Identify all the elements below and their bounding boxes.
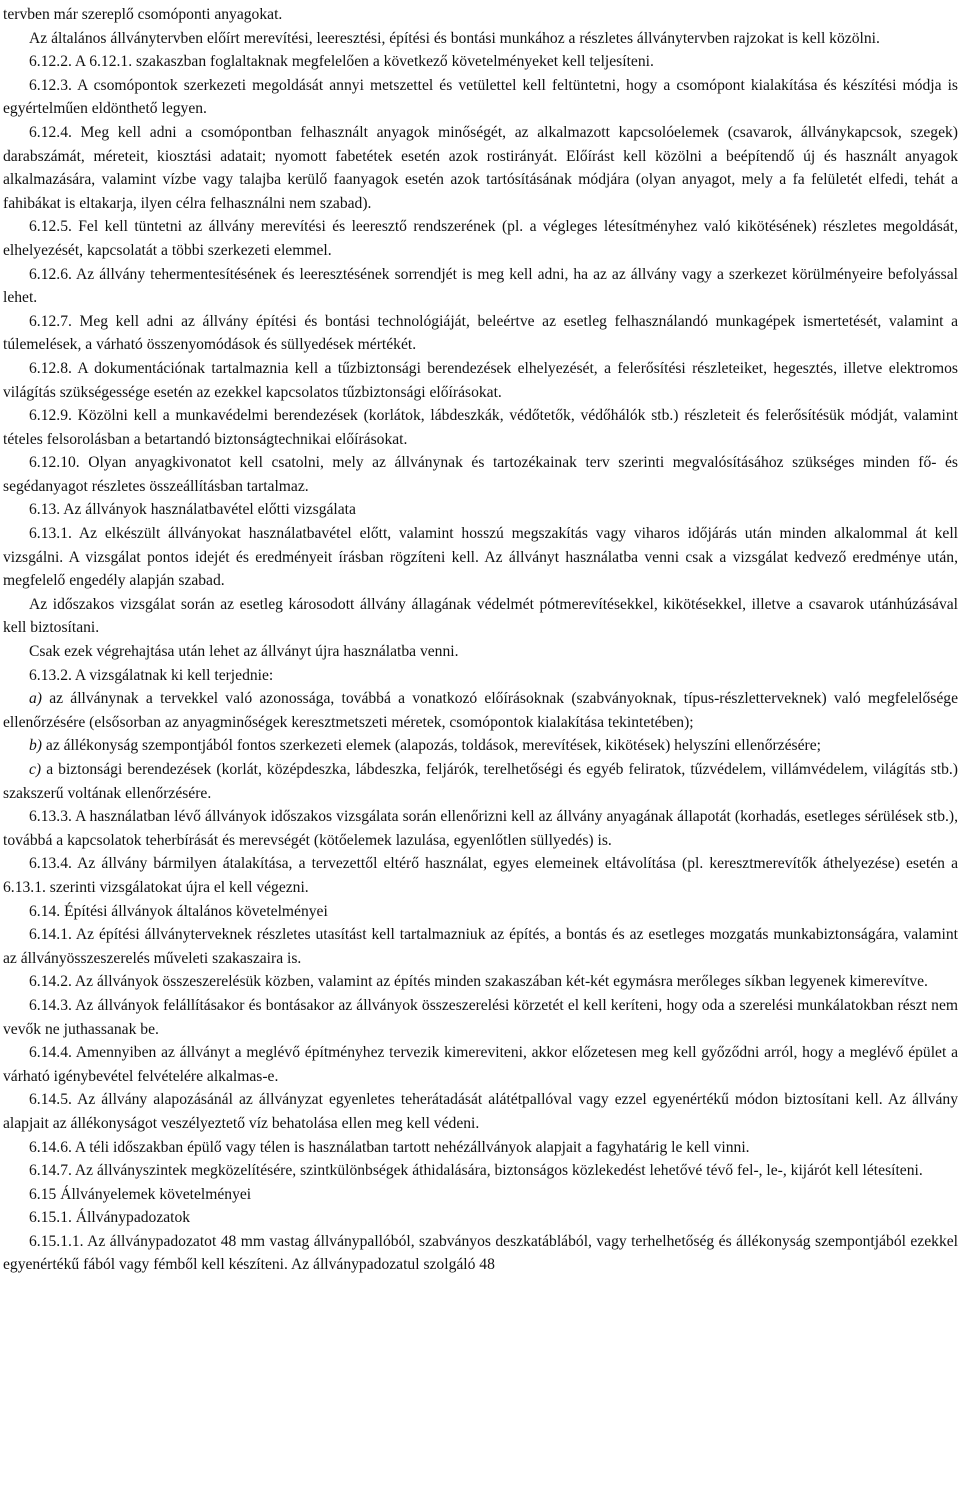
paragraph (3, 1183, 958, 1207)
paragraph-text: 6.14.7. Az állványszintek megközelítésére, szintkülönbségek áthidalására, biztonságos közlekedést lehetővé tévő fel-, le-, kijárót kell létesíteni. (29, 1162, 923, 1180)
paragraph-text: tervben már szereplő csomóponti anyagokat. (3, 6, 283, 23)
paragraph-text: 6.13.1. Az elkészült állványokat használatbavétel előtt, valamint hosszú megszakítás vagy viharos időjárás után minden alkalommal át kell vizsgálni. A vizsgálat pontos idejét és eredményeit írásban rögzíteni kell. Az állványt használatba venni csak a vizsgálat kedvező eredménye után, megfelelő engedély alapján szabad. (3, 525, 958, 590)
paragraph (3, 215, 958, 262)
paragraph (3, 121, 958, 215)
paragraph-text: 6.13.2. A vizsgálatnak ki kell terjednie: (29, 666, 274, 684)
paragraph-text: 6.13.4. Az állvány bármilyen átalakítása, a tervezettől eltérő használat, egyes elemeinek eltávolítása (pl. keresztmerevítők áthelyezése) esetén a 6.13.1. szerinti vizsgálatokat újra el kell végezni. (3, 855, 958, 896)
paragraph (3, 640, 958, 664)
paragraph-text: 6.14. Építési állványok általános követelményei (29, 902, 328, 920)
paragraph-text: az állékonyság szempontjából fontos szerkezeti elemek (alapozás, toldások, merevítések, kikötések) helyszíni ellenőrzésére; (42, 737, 821, 755)
paragraph (3, 805, 958, 852)
paragraph (3, 970, 958, 994)
paragraph (3, 923, 958, 970)
paragraph-text: 6.13. Az állványok használatbavétel előtti vizsgálata (29, 501, 356, 519)
paragraph (3, 593, 958, 640)
paragraph (3, 1159, 958, 1183)
paragraph (3, 27, 958, 51)
paragraph (3, 3, 958, 27)
paragraph (3, 900, 958, 924)
list-item-marker: a) (29, 690, 42, 708)
paragraph-text: 6.14.3. Az állványok felállításakor és bontásakor az állványok összeszerelési körzetét el kell keríteni, hogy oda a szerelési munkálatokban részt nem vevők ne juthassanak be. (3, 996, 958, 1038)
paragraph-text: 6.12.2. A 6.12.1. szakaszban foglaltaknak megfelelően a következő követelményeket kell teljesíteni. (29, 53, 654, 71)
paragraph-text: 6.14.4. Amennyiben az állványt a meglévő építményhez tervezik kimereviteni, akkor előzetesen meg kell győződni arról, hogy a meglévő épület a várható igénybevétel felvételére alkalmas-e. (3, 1044, 958, 1085)
paragraph (3, 50, 958, 74)
paragraph-text: 6.14.5. Az állvány alapozásánál az állványzat egyenletes teherátadását alátétpallóval vagy ezzel egyenértékű módon biztosítani kell. Az állvány alapjait az állékonyságot veszélyeztető víz behatolása ellen meg kell védeni. (3, 1091, 958, 1132)
paragraph (3, 74, 958, 121)
paragraph-text: 6.12.8. A dokumentációnak tartalmaznia kell a tűzbiztonsági berendezések elhelyezését, a felerősítési részleteiket, hegesztés, illetve elektromos világítás szükségessége esetén az ezekkel kapcsolatos tűzbiztonsági előírásokat. (3, 359, 958, 401)
paragraph-text: 6.12.4. Meg kell adni a csomópontban felhasznált anyagok minőségét, az alkalmazott kapcsolóelemek (csavarok, állványkapcsok, szegek) darabszámát, méreteit, kiosztási adatait; nyomott fabetétek esetén azok rostirányát. Előírást kell közölni a beépítendő új és használt anyagok alkalmazására, valamint vízbe vagy talajba kerülő faanyagok esetén azok tartósításának módjára (olyan anyagot, mely a fa felületét elfedi, tehát a fahibákat is eltakarja, ilyen célra felhasználni nem szabad). (3, 123, 958, 212)
paragraph (3, 498, 958, 522)
paragraph-text: 6.15.1.1. Az állványpadozatot 48 mm vastag állványpallóból, szabványos deszkatáblából, vagy terhelhetőség és állékonyság szempontjából ezekkel egyenértékű fából vagy fémből kell készíteni. Az állványpadozatul szolgáló 48 (3, 1232, 958, 1274)
paragraph (3, 451, 958, 498)
paragraph-text: az állványnak a tervekkel való azonossága, továbbá a vonatkozó előírásoknak (szabványoknak, típus-részletterveknek) való megfelelősége ellenőrzésére (elsősorban az anyagminőségek keresztmetszeti méretek, csomópontok kialakítása tekintetében); (3, 690, 958, 731)
paragraph (3, 357, 958, 404)
paragraph (3, 687, 958, 734)
paragraph (3, 734, 958, 758)
paragraph (3, 758, 958, 805)
paragraph-text: 6.12.7. Meg kell adni az állvány építési és bontási technológiáját, beleértve az esetleg felhasználandó munkagépek ismertetését, valamint a túlemelések, a várható összenyomódások és süllyedések mértékét. (3, 312, 958, 354)
paragraph (3, 404, 958, 451)
paragraph (3, 263, 958, 310)
paragraph-text: Az általános állványtervben előírt merevítési, leeresztési, építési és bontási munkához a részletes állványtervben rajzokat is kell közölni. (29, 29, 880, 47)
paragraph (3, 994, 958, 1041)
paragraph-text: 6.14.2. Az állványok összeszerelésük közben, valamint az építés minden szakaszában két-két egymásra merőleges síkban legyenek kimerevítve. (29, 973, 928, 991)
paragraph-text: 6.15 Állványelemek követelményei (29, 1185, 252, 1203)
paragraph (3, 1230, 958, 1277)
paragraph-text: Az időszakos vizsgálat során az esetleg károsodott állvány állagának védelmét pótmerevítésekkel, kikötésekkel, illetve a csavarok utánhúzásával kell biztosítani. (3, 595, 958, 637)
paragraph (3, 310, 958, 357)
paragraph (3, 1136, 958, 1160)
paragraph (3, 664, 958, 688)
list-item-marker: c) (29, 761, 42, 778)
paragraph-text: 6.12.3. A csomópontok szerkezeti megoldását annyi metszettel és vetülettel kell feltüntetni, hogy a csomópont kialakítása és készítési módja is egyértelműen eldönthető legyen. (3, 76, 958, 118)
paragraph (3, 1206, 958, 1230)
paragraph-text: 6.15.1. Állványpadozatok (29, 1209, 191, 1227)
paragraph (3, 1088, 958, 1135)
paragraph-text: 6.12.10. Olyan anyagkivonatot kell csatolni, mely az állványnak és tartozékainak terv szerinti megvalósításához szükséges minden fő- és segédanyagot részletes összeállításban tartalmaz. (3, 454, 958, 495)
paragraph-text: 6.12.5. Fel kell tüntetni az állvány merevítési és leeresztő rendszerének (pl. a végleges létesítményhez való kikötésének) részletes megoldását, elhelyezését, kapcsolatát a többi szerkezeti elemmel. (3, 218, 958, 259)
paragraph-text: 6.14.6. A téli időszakban épülő vagy télen is használatban tartott nehézállványok alapjait a fagyhatárig le kell vinni. (29, 1138, 750, 1156)
paragraph-text: a biztonsági berendezések (korlát, középdeszka, lábdeszka, feljárók, terelhetőségi és egyéb feliratok, tűzvédelem, villámvédelem, világítás stb.) szakszerű voltának ellenőrzésére. (3, 761, 958, 802)
paragraph-text: Csak ezek végrehajtása után lehet az állványt újra használatba venni. (29, 643, 459, 661)
paragraph-text: 6.12.6. Az állvány tehermentesítésének és leeresztésének sorrendjét is meg kell adni, ha az az állvány vagy a szerkezet körülményeire befolyással lehet. (3, 265, 958, 307)
paragraph-text: 6.12.9. Közölni kell a munkavédelmi berendezések (korlátok, lábdeszkák, védőtetők, védőhálók stb.) részleteit és felerősítésük módját, valamint tételes felsorolásban a betartandó biztonságtechnikai előírásokat. (3, 407, 958, 448)
paragraph (3, 1041, 958, 1088)
paragraph (3, 852, 958, 899)
paragraph-text: 6.13.3. A használatban lévő állványok időszakos vizsgálata során ellenőrizni kell az állvány anyagának állapotát (korhadás, esetleges sérülések stb.), továbbá a kapcsolatok teherbírását és merevségét (kötőelemek lazulása, egyenlőtlen süllyedés) is. (3, 808, 958, 849)
paragraph-text: 6.14.1. Az építési állványterveknek részletes utasítást kell tartalmazniuk az építés, a bontás és az esetleges mozgatás munkabiztonságára, valamint az állványösszeszerelés műveleti szakaszaira is. (3, 926, 958, 967)
paragraph (3, 522, 958, 593)
list-item-marker: b) (29, 737, 42, 755)
